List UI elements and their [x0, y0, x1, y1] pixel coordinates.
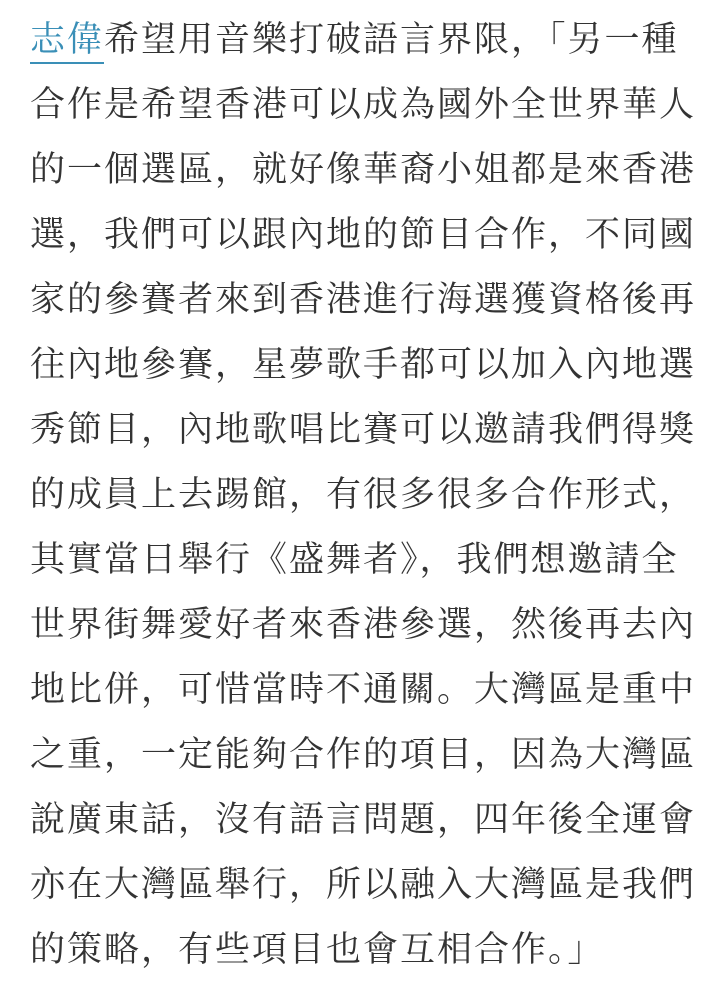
article-line: 的一個選區，就好像華裔小姐都是來香港	[30, 150, 697, 190]
article-line: 的策略，有些項目也會互相合作。」	[30, 930, 605, 970]
article-line: 的成員上去踢館，有很多很多合作形式，	[30, 475, 697, 515]
article-line: 家的參賽者來到香港進行海選獲資格後再	[30, 280, 697, 320]
article-line: 世界街舞愛好者來香港參選，然後再去內	[30, 605, 697, 645]
article-line: 秀節目，內地歌唱比賽可以邀請我們得獎	[30, 410, 697, 450]
article-line: 合作是希望香港可以成為國外全世界華人	[30, 85, 697, 125]
article-line	[30, 8, 725, 73]
article-line: 地比併，可惜當時不通關。大灣區是重中	[30, 670, 697, 710]
article-line: 之重，一定能夠合作的項目，因為大灣區	[30, 735, 697, 775]
article-line: 選，我們可以跟內地的節目合作，不同國	[30, 215, 697, 255]
article-line: 往內地參賽，星夢歌手都可以加入內地選	[30, 345, 697, 385]
article-line: 亦在大灣區舉行，所以融入大灣區是我們	[30, 865, 697, 905]
person-name-link[interactable]: 志偉	[30, 20, 104, 64]
line-text: 希望用音樂打破語言界限，「另一種	[104, 20, 679, 60]
article-line: 其實當日舉行《盛舞者》，我們想邀請全	[30, 540, 679, 580]
article-line: 說廣東話，沒有語言問題，四年後全運會	[30, 800, 697, 840]
